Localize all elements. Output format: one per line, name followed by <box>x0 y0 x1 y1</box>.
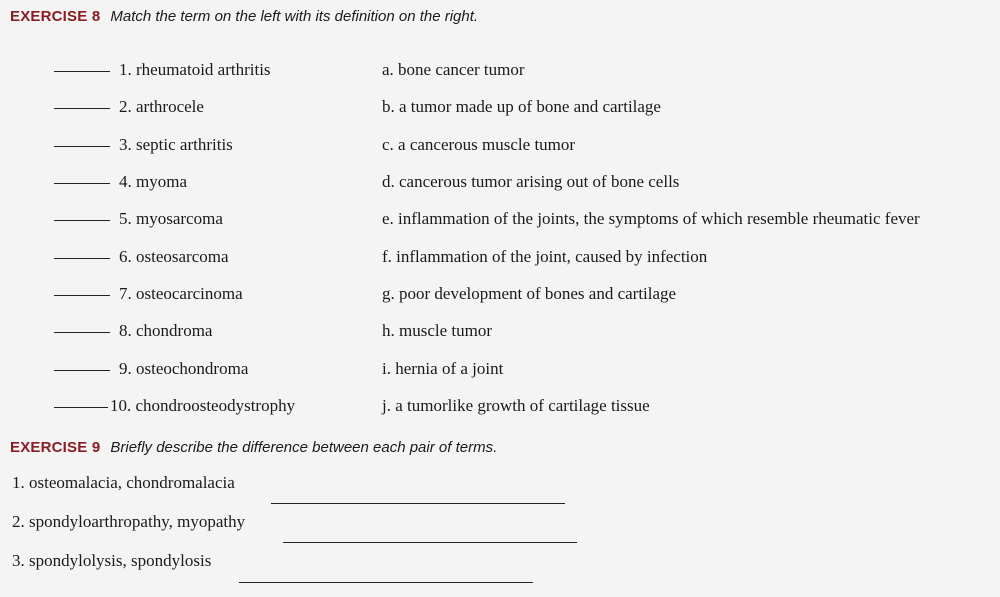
definition: f. inflammation of the joint, caused by infection <box>382 247 708 266</box>
exercise-9-heading <box>10 439 497 456</box>
term: 9. osteochondroma <box>119 359 249 378</box>
term: 2. arthrocele <box>119 97 204 116</box>
match-row <box>0 96 1000 120</box>
answer-blank[interactable] <box>54 71 110 72</box>
term: 10. chondroosteodystrophy <box>110 396 296 415</box>
match-row <box>0 358 1000 382</box>
match-row <box>0 208 1000 232</box>
term-pair: 2. spondyloarthropathy, myopathy <box>12 512 246 531</box>
term: 5. myosarcoma <box>119 209 223 228</box>
match-row <box>0 246 1000 270</box>
term: 3. septic arthritis <box>119 135 233 154</box>
answer-blank[interactable] <box>54 220 110 221</box>
exercise-9-instruction: Briefly describe the difference between each pair of terms. <box>110 439 498 456</box>
match-row <box>0 134 1000 158</box>
answer-blank[interactable] <box>54 258 110 259</box>
match-row <box>0 283 1000 307</box>
match-row <box>0 59 1000 83</box>
answer-line[interactable] <box>283 542 577 543</box>
definition: g. poor development of bones and cartilage <box>382 284 677 303</box>
answer-line[interactable] <box>271 503 565 504</box>
answer-blank[interactable] <box>54 370 110 371</box>
exercise-8-label: EXERCISE 8 <box>10 8 101 25</box>
term-pair: 1. osteomalacia, chondromalacia <box>12 473 235 492</box>
definition: a. bone cancer tumor <box>382 60 525 79</box>
answer-line[interactable] <box>239 582 533 583</box>
definition: i. hernia of a joint <box>382 359 504 378</box>
definition: b. a tumor made up of bone and cartilage <box>382 97 661 116</box>
definition: j. a tumorlike growth of cartilage tissue <box>382 396 650 415</box>
match-row <box>0 395 1000 419</box>
term: 8. chondroma <box>119 321 213 340</box>
definition: h. muscle tumor <box>382 321 493 340</box>
definition: c. a cancerous muscle tumor <box>382 135 576 154</box>
match-row <box>0 171 1000 195</box>
definition: e. inflammation of the joints, the symptoms of which resemble rheumatic fever <box>382 209 920 228</box>
exercise-8-instruction: Match the term on the left with its definition on the right. <box>110 8 479 25</box>
answer-blank[interactable] <box>54 108 110 109</box>
exercise-9-label: EXERCISE 9 <box>10 439 101 456</box>
answer-blank[interactable] <box>54 146 110 147</box>
term: 6. osteosarcoma <box>119 247 229 266</box>
term: 7. osteocarcinoma <box>119 284 243 303</box>
answer-blank[interactable] <box>54 407 108 408</box>
definition: d. cancerous tumor arising out of bone cells <box>382 172 680 191</box>
answer-blank[interactable] <box>54 295 110 296</box>
term: 1. rheumatoid arthritis <box>119 60 271 79</box>
answer-blank[interactable] <box>54 183 110 184</box>
term: 4. myoma <box>119 172 187 191</box>
exercise-8-heading <box>10 8 478 25</box>
match-row <box>0 320 1000 344</box>
term-pair: 3. spondylolysis, spondylosis <box>12 551 212 570</box>
answer-blank[interactable] <box>54 332 110 333</box>
